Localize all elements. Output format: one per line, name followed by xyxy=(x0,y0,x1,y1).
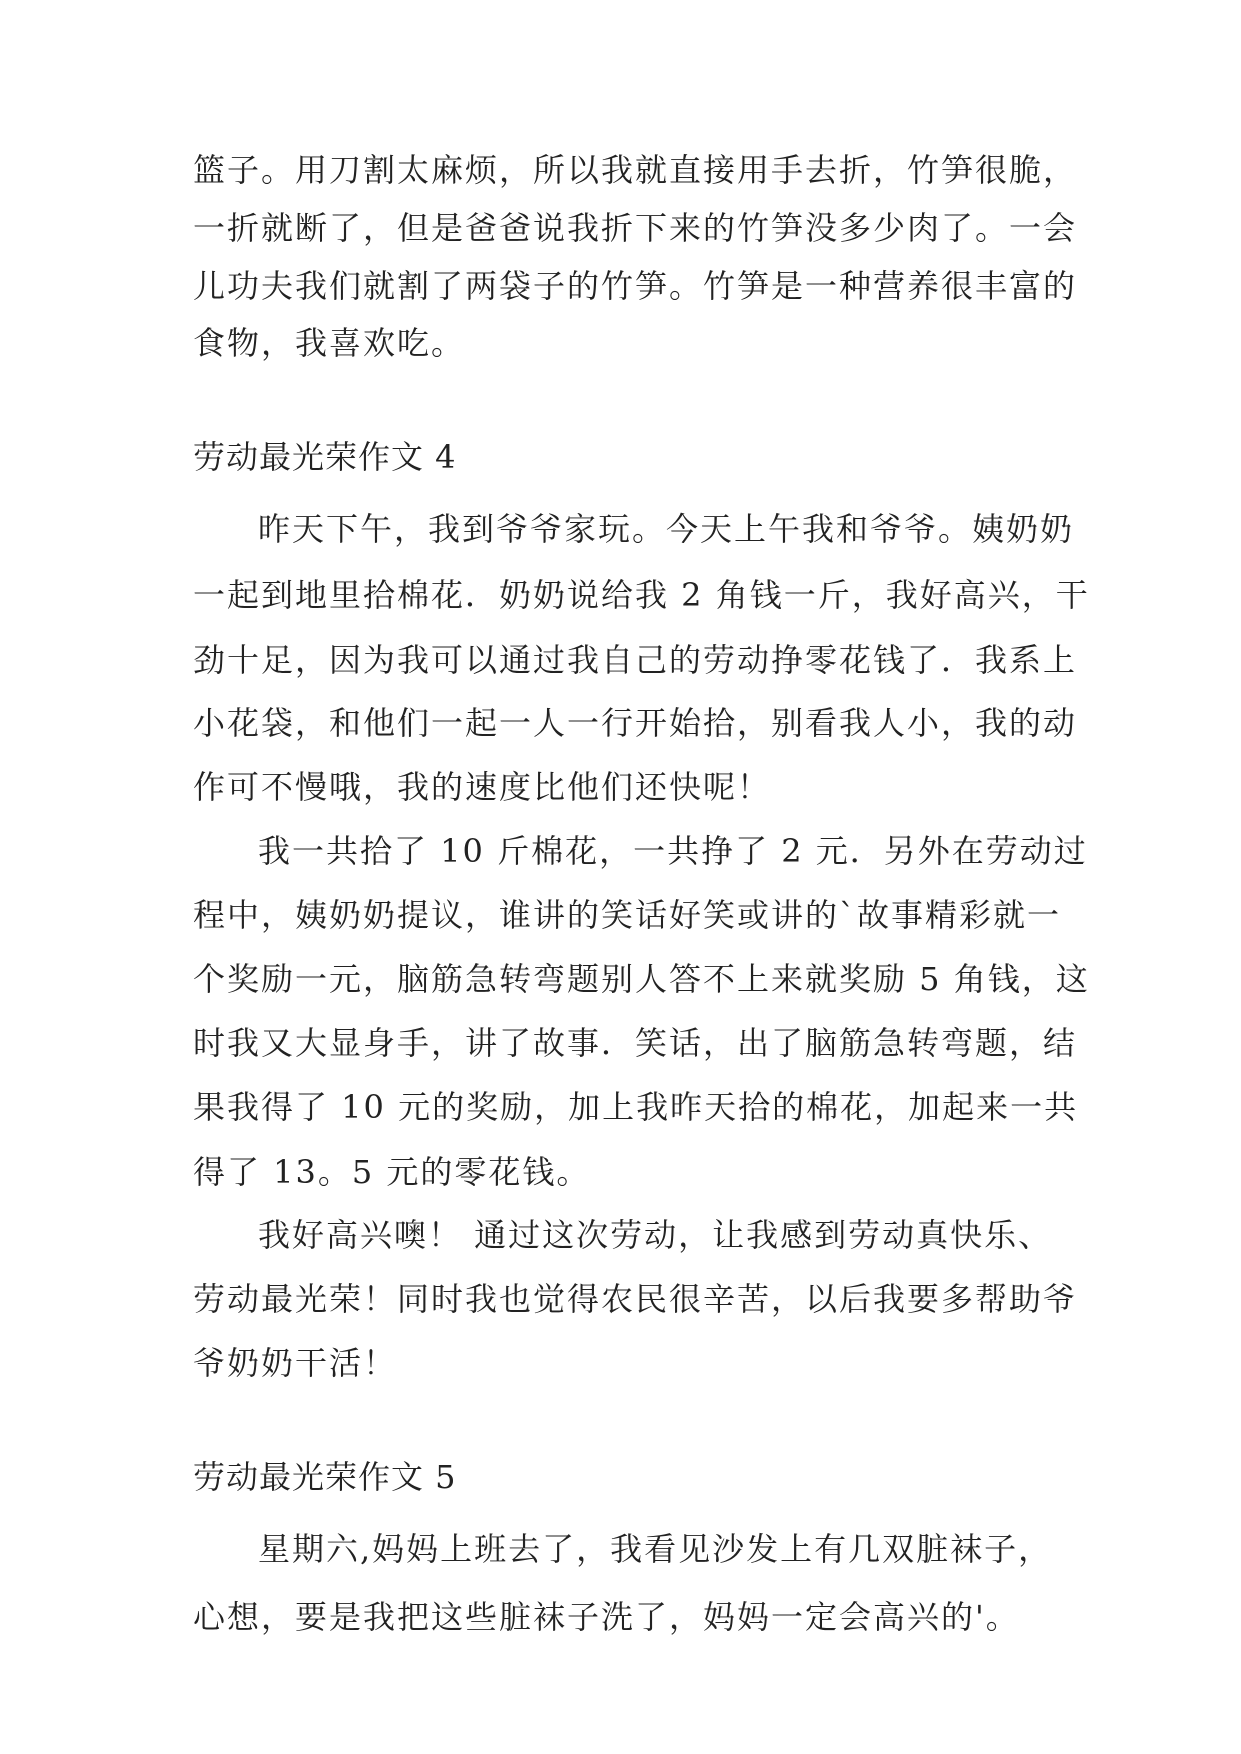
paragraph-line: 我一共拾了 10 斤棉花，一共挣了 2 元．另外在劳动过 xyxy=(258,832,1088,870)
paragraph-line: 时我又大显身手，讲了故事．笑话，出了脑筋急转弯题，结 xyxy=(193,1024,1078,1062)
paragraph-line: 食物，我喜欢吃。 xyxy=(193,324,466,362)
paragraph-line: 果我得了 10 元的奖励，加上我昨天拾的棉花，加起来一共 xyxy=(193,1088,1079,1126)
section-heading: 劳动最光荣作文 5 xyxy=(193,1458,457,1496)
paragraph-line: 我好高兴噢！ 通过这次劳动，让我感到劳动真快乐、 xyxy=(258,1216,1053,1254)
paragraph-line: 昨天下午，我到爷爷家玩。今天上午我和爷爷。姨奶奶 xyxy=(258,510,1075,548)
paragraph-line: 小花袋，和他们一起一人一行开始拾，别看我人小，我的动 xyxy=(193,704,1078,742)
paragraph-line: 一起到地里拾棉花．奶奶说给我 2 角钱一斤，我好高兴，干 xyxy=(193,576,1090,614)
section-heading: 劳动最光荣作文 4 xyxy=(193,438,457,476)
paragraph-line: 作可不慢哦，我的速度比他们还快呢！ xyxy=(193,768,772,806)
paragraph-line: 得了 13。5 元的零花钱。 xyxy=(193,1153,591,1191)
paragraph-line: 程中，姨奶奶提议，谁讲的笑话好笑或讲的`故事精彩就一 xyxy=(193,896,1062,934)
paragraph-line: 一折就断了，但是爸爸说我折下来的竹笋没多少肉了。一会 xyxy=(193,209,1078,247)
paragraph-line: 儿功夫我们就割了两袋子的竹笋。竹笋是一种营养很丰富的 xyxy=(193,267,1078,305)
paragraph-line: 篮子。用刀割太麻烦，所以我就直接用手去折，竹笋很脆， xyxy=(193,151,1078,189)
paragraph-line: 个奖励一元，脑筋急转弯题别人答不上来就奖励 5 角钱，这 xyxy=(193,960,1090,998)
paragraph-line: 劲十足，因为我可以通过我自己的劳动挣零花钱了．我系上 xyxy=(193,641,1078,679)
paragraph-line: 爷奶奶干活！ xyxy=(193,1344,398,1382)
paragraph-line: 星期六,妈妈上班去了，我看见沙发上有几双脏袜子， xyxy=(258,1530,1053,1568)
paragraph-line: 劳动最光荣！同时我也觉得农民很辛苦，以后我要多帮助爷 xyxy=(193,1280,1078,1318)
paragraph-line: 心想，要是我把这些脏袜子洗了，妈妈一定会高兴的'。 xyxy=(193,1598,1020,1636)
